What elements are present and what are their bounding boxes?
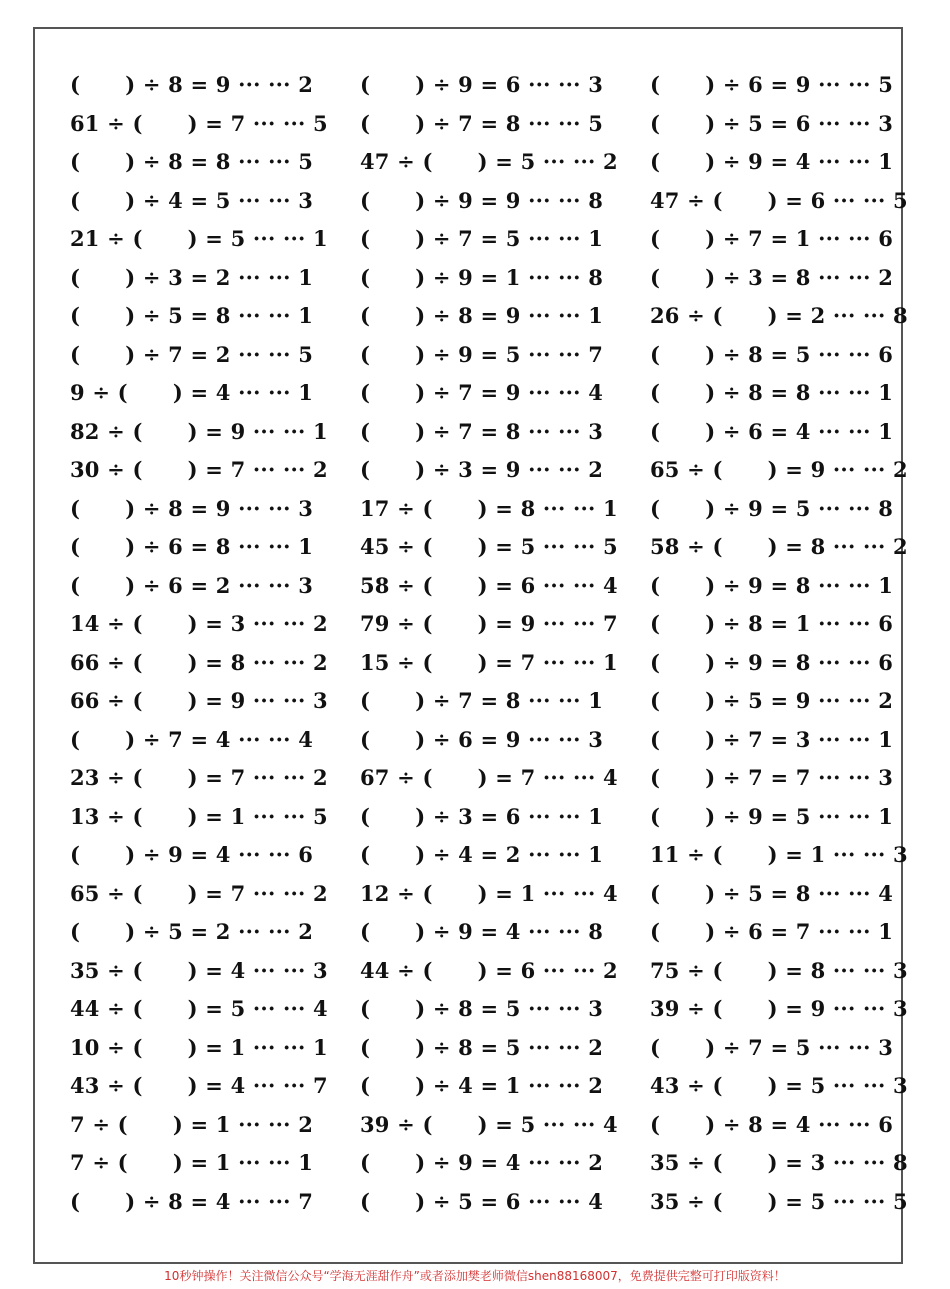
- division-problem: ( ) ÷ 7 = 8 ··· ··· 5: [360, 110, 604, 136]
- division-problem: ( ) ÷ 9 = 8 ··· ··· 1: [650, 572, 894, 598]
- division-problem: 35 ÷ ( ) = 3 ··· ··· 8: [650, 1150, 908, 1175]
- division-problem: 21 ÷ ( ) = 5 ··· ··· 1: [70, 226, 328, 251]
- division-problem: ( ) ÷ 9 = 5 ··· ··· 8: [650, 495, 894, 521]
- division-problem: ( ) ÷ 7 = 9 ··· ··· 4: [360, 380, 604, 405]
- division-problem: 11 ÷ ( ) = 1 ··· ··· 3: [650, 842, 908, 867]
- division-problem: ( ) ÷ 3 = 6 ··· ··· 1: [360, 803, 604, 829]
- division-problem: 39 ÷ ( ) = 9 ··· ··· 3: [650, 996, 908, 1021]
- division-problem: 65 ÷ ( ) = 9 ··· ··· 2: [650, 457, 908, 482]
- division-problem: 79 ÷ ( ) = 9 ··· ··· 7: [360, 611, 618, 636]
- division-problem: 66 ÷ ( ) = 9 ··· ··· 3: [70, 688, 328, 713]
- division-problem: ( ) ÷ 9 = 5 ··· ··· 7: [360, 341, 604, 367]
- footer-promo-text: 10秒钟操作！关注微信公众号“学海无涯甜作舟”或者添加樊老师微信shen88168007，免费提供完整可打印版资料！: [164, 1269, 786, 1283]
- division-problem: 14 ÷ ( ) = 3 ··· ··· 2: [70, 611, 328, 636]
- division-problem: ( ) ÷ 4 = 1 ··· ··· 2: [360, 1073, 604, 1098]
- division-problem: 47 ÷ ( ) = 5 ··· ··· 2: [360, 149, 618, 174]
- division-problem: 35 ÷ ( ) = 5 ··· ··· 5: [650, 1188, 908, 1214]
- division-problem: ( ) ÷ 8 = 5 ··· ··· 6: [650, 341, 894, 367]
- division-problem: 66 ÷ ( ) = 8 ··· ··· 2: [70, 649, 328, 675]
- division-problem: ( ) ÷ 8 = 4 ··· ··· 7: [70, 1188, 314, 1214]
- division-problem: 7 ÷ ( ) = 1 ··· ··· 2: [70, 1111, 314, 1137]
- division-problem: ( ) ÷ 8 = 9 ··· ··· 3: [70, 495, 314, 521]
- division-problem: ( ) ÷ 3 = 2 ··· ··· 1: [70, 264, 314, 290]
- problem-column-2: [360, 66, 618, 1221]
- division-problem: ( ) ÷ 5 = 8 ··· ··· 4: [650, 880, 894, 906]
- division-problem: ( ) ÷ 8 = 5 ··· ··· 3: [360, 996, 604, 1021]
- division-problem: ( ) ÷ 9 = 4 ··· ··· 1: [650, 149, 894, 174]
- division-problem: 23 ÷ ( ) = 7 ··· ··· 2: [70, 765, 328, 790]
- problem-column-1: [70, 66, 328, 1221]
- division-problem: ( ) ÷ 5 = 2 ··· ··· 2: [70, 919, 314, 944]
- division-problem: ( ) ÷ 8 = 8 ··· ··· 5: [70, 149, 314, 174]
- division-problem: ( ) ÷ 3 = 9 ··· ··· 2: [360, 457, 604, 482]
- division-problem: ( ) ÷ 8 = 5 ··· ··· 2: [360, 1034, 604, 1060]
- division-problem: 67 ÷ ( ) = 7 ··· ··· 4: [360, 765, 618, 790]
- division-problem: 7 ÷ ( ) = 1 ··· ··· 1: [70, 1150, 314, 1175]
- division-problem: ( ) ÷ 8 = 9 ··· ··· 1: [360, 303, 604, 328]
- division-problem: ( ) ÷ 9 = 5 ··· ··· 1: [650, 803, 894, 829]
- division-problem: ( ) ÷ 6 = 4 ··· ··· 1: [650, 418, 894, 444]
- division-problem: ( ) ÷ 9 = 4 ··· ··· 2: [360, 1150, 604, 1175]
- division-problem: 44 ÷ ( ) = 5 ··· ··· 4: [70, 996, 328, 1021]
- division-problem: ( ) ÷ 3 = 8 ··· ··· 2: [650, 264, 894, 290]
- division-problem: 82 ÷ ( ) = 9 ··· ··· 1: [70, 418, 328, 444]
- division-problem: ( ) ÷ 9 = 4 ··· ··· 6: [70, 842, 314, 867]
- division-problem: 9 ÷ ( ) = 4 ··· ··· 1: [70, 380, 314, 405]
- division-problem: 47 ÷ ( ) = 6 ··· ··· 5: [650, 187, 908, 213]
- division-problem: ( ) ÷ 8 = 1 ··· ··· 6: [650, 611, 894, 636]
- division-problem: ( ) ÷ 4 = 2 ··· ··· 1: [360, 842, 604, 867]
- problem-column-3: [650, 66, 908, 1221]
- division-problem: ( ) ÷ 6 = 8 ··· ··· 1: [70, 534, 314, 559]
- division-problem: ( ) ÷ 8 = 4 ··· ··· 6: [650, 1111, 894, 1137]
- division-problem: 35 ÷ ( ) = 4 ··· ··· 3: [70, 957, 328, 983]
- division-problem: 12 ÷ ( ) = 1 ··· ··· 4: [360, 880, 618, 906]
- division-problem: 45 ÷ ( ) = 5 ··· ··· 5: [360, 534, 618, 559]
- division-problem: 10 ÷ ( ) = 1 ··· ··· 1: [70, 1034, 328, 1060]
- division-problem: ( ) ÷ 7 = 2 ··· ··· 5: [70, 341, 314, 367]
- division-problem: 15 ÷ ( ) = 7 ··· ··· 1: [360, 649, 618, 675]
- division-problem: 13 ÷ ( ) = 1 ··· ··· 5: [70, 803, 328, 829]
- division-problem: ( ) ÷ 7 = 4 ··· ··· 4: [70, 726, 314, 752]
- division-problem: 30 ÷ ( ) = 7 ··· ··· 2: [70, 457, 328, 482]
- division-problem: ( ) ÷ 5 = 6 ··· ··· 3: [650, 110, 894, 136]
- division-problem: ( ) ÷ 4 = 5 ··· ··· 3: [70, 187, 314, 213]
- division-problem: ( ) ÷ 9 = 6 ··· ··· 3: [360, 72, 604, 97]
- division-problem: 39 ÷ ( ) = 5 ··· ··· 4: [360, 1111, 618, 1137]
- division-problem: ( ) ÷ 7 = 5 ··· ··· 1: [360, 226, 604, 251]
- division-problem: 58 ÷ ( ) = 6 ··· ··· 4: [360, 572, 618, 598]
- division-problem: ( ) ÷ 9 = 8 ··· ··· 6: [650, 649, 894, 675]
- division-problem: ( ) ÷ 9 = 1 ··· ··· 8: [360, 264, 604, 290]
- division-problem: ( ) ÷ 7 = 1 ··· ··· 6: [650, 226, 894, 251]
- division-problem: 58 ÷ ( ) = 8 ··· ··· 2: [650, 534, 908, 559]
- division-problem: 75 ÷ ( ) = 8 ··· ··· 3: [650, 957, 908, 983]
- division-problem: 61 ÷ ( ) = 7 ··· ··· 5: [70, 110, 328, 136]
- division-problem: 17 ÷ ( ) = 8 ··· ··· 1: [360, 495, 618, 521]
- division-problem: ( ) ÷ 7 = 5 ··· ··· 3: [650, 1034, 894, 1060]
- division-problem: 43 ÷ ( ) = 4 ··· ··· 7: [70, 1073, 328, 1098]
- division-problem: ( ) ÷ 8 = 8 ··· ··· 1: [650, 380, 894, 405]
- division-problem: ( ) ÷ 5 = 9 ··· ··· 2: [650, 688, 894, 713]
- division-problem: 65 ÷ ( ) = 7 ··· ··· 2: [70, 880, 328, 906]
- division-problem: ( ) ÷ 5 = 8 ··· ··· 1: [70, 303, 314, 328]
- division-problem: ( ) ÷ 9 = 9 ··· ··· 8: [360, 187, 604, 213]
- division-problem: ( ) ÷ 6 = 9 ··· ··· 3: [360, 726, 604, 752]
- division-problem: ( ) ÷ 6 = 9 ··· ··· 5: [650, 72, 894, 97]
- division-problem: ( ) ÷ 7 = 3 ··· ··· 1: [650, 726, 894, 752]
- division-problem: ( ) ÷ 7 = 7 ··· ··· 3: [650, 765, 894, 790]
- division-problem: ( ) ÷ 7 = 8 ··· ··· 1: [360, 688, 604, 713]
- division-problem: 26 ÷ ( ) = 2 ··· ··· 8: [650, 303, 908, 328]
- division-problem: ( ) ÷ 6 = 7 ··· ··· 1: [650, 919, 894, 944]
- division-problem: ( ) ÷ 5 = 6 ··· ··· 4: [360, 1188, 604, 1214]
- division-problem: ( ) ÷ 6 = 2 ··· ··· 3: [70, 572, 314, 598]
- division-problem: 44 ÷ ( ) = 6 ··· ··· 2: [360, 957, 618, 983]
- division-problem: ( ) ÷ 8 = 9 ··· ··· 2: [70, 72, 314, 97]
- division-problem: ( ) ÷ 7 = 8 ··· ··· 3: [360, 418, 604, 444]
- division-problem: ( ) ÷ 9 = 4 ··· ··· 8: [360, 919, 604, 944]
- division-problem: 43 ÷ ( ) = 5 ··· ··· 3: [650, 1073, 908, 1098]
